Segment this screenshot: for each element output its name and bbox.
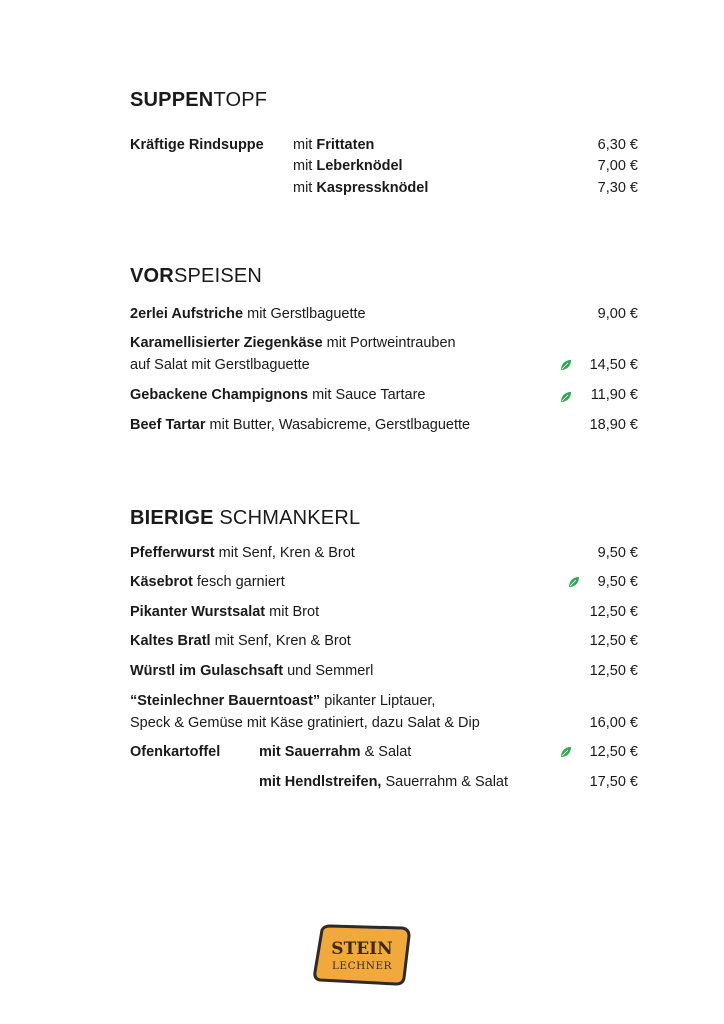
item-price: 11,90 € (590, 387, 638, 403)
item-description: fesch garniert (192, 574, 285, 590)
variant-prefix: mit (293, 180, 317, 196)
menu-item-champignons (130, 385, 638, 405)
item-price: 18,90 € (589, 417, 638, 433)
section-title-bold: VOR (130, 265, 174, 287)
menu-item-aufstriche (130, 304, 638, 324)
menu-item-beef-tartar (130, 415, 638, 435)
item-price: 17,50 € (589, 774, 638, 790)
item-name: Pikanter Wurstsalat (130, 604, 266, 620)
item-name: 2erlei Aufstriche (130, 306, 244, 322)
item-price: 12,50 € (589, 604, 638, 620)
logo-text-line2: LECHNER (331, 960, 393, 972)
item-price: 12,50 € (589, 744, 638, 760)
variant-name: Kaspressknödel (316, 180, 429, 196)
variant-name: mit Sauerrahm (259, 744, 361, 760)
section-title-bold: SUPPEN (130, 89, 214, 111)
menu-item-ofenkartoffel-hendlstreifen (130, 772, 638, 792)
item-price: 12,50 € (589, 633, 638, 649)
leaf-icon (560, 746, 572, 758)
leaf-icon (568, 576, 580, 588)
menu-item-rindsuppe-leberknoedel (130, 156, 638, 176)
item-price: 7,30 € (597, 180, 638, 196)
item-price: 9,50 € (597, 545, 638, 561)
item-price: 9,50 € (597, 574, 638, 590)
menu-item-rindsuppe-kaspressknoedel (130, 178, 638, 198)
menu-item-wuerstl-gulaschsaft (130, 661, 638, 681)
section-title-rest: SCHMANKERL (213, 507, 361, 529)
item-description: mit Brot (265, 604, 320, 620)
item-name: Karamellisierter Ziegenkäse (130, 335, 323, 351)
menu-item-pfefferwurst (130, 543, 638, 563)
item-name: Würstl im Gulaschsaft (130, 663, 284, 679)
menu-item-bauerntoast-line2 (130, 713, 638, 733)
item-description: pikanter Liptauer, (320, 693, 436, 709)
menu-item-ziegenkaese (130, 333, 638, 353)
variant-description: Sauerrahm & Salat (381, 774, 509, 790)
variant-prefix: mit (293, 158, 317, 174)
item-name: Beef Tartar (130, 417, 206, 433)
logo-text-line1: STEIN (331, 939, 393, 959)
menu-item-wurstsalat (130, 602, 638, 622)
item-description: Speck & Gemüse mit Käse gratiniert, dazu Salat & Dip (130, 715, 480, 731)
section-title-bierige-schmankerl (130, 507, 360, 530)
item-description: mit Butter, Wasabicreme, Gerstlbaguette (205, 417, 471, 433)
item-name: Käsebrot (130, 574, 193, 590)
item-name: Kaltes Bratl (130, 633, 211, 649)
item-name: Pfefferwurst (130, 545, 215, 561)
menu-item-kaesebrot (130, 572, 638, 592)
item-name: Kräftige Rindsuppe (130, 137, 264, 153)
item-description: und Semmerl (283, 663, 374, 679)
item-description: mit Gerstlbaguette (243, 306, 366, 322)
item-description: mit Senf, Kren & Brot (214, 545, 355, 561)
item-description: mit Senf, Kren & Brot (210, 633, 351, 649)
item-price: 7,00 € (597, 158, 638, 174)
item-price: 12,50 € (589, 663, 638, 679)
item-description: mit Portweintrauben (322, 335, 456, 351)
menu-item-kaltes-bratl (130, 631, 638, 651)
variant-name: Frittaten (316, 137, 375, 153)
steinlechner-logo (312, 924, 412, 986)
item-price: 6,30 € (597, 137, 638, 153)
section-title-vorspeisen (130, 265, 262, 288)
variant-prefix: mit (293, 137, 317, 153)
item-name: Ofenkartoffel (130, 744, 221, 760)
item-description: mit Sauce Tartare (308, 387, 426, 403)
item-name: “Steinlechner Bauerntoast” (130, 693, 321, 709)
leaf-icon (560, 391, 572, 403)
section-title-rest: TOPF (213, 89, 268, 111)
menu-item-ofenkartoffel-sauerrahm (130, 742, 638, 762)
item-description: auf Salat mit Gerstlbaguette (130, 357, 310, 373)
section-title-bold: BIERIGE (130, 507, 214, 529)
variant-name: mit Hendlstreifen, (259, 774, 382, 790)
item-name: Gebackene Champignons (130, 387, 309, 403)
section-title-rest: SPEISEN (173, 265, 263, 287)
section-title-suppentopf (130, 89, 267, 112)
item-price: 16,00 € (589, 715, 638, 731)
menu-item-ziegenkaese-line2 (130, 355, 638, 375)
item-price: 9,00 € (597, 306, 638, 322)
menu-item-bauerntoast (130, 691, 638, 711)
item-price: 14,50 € (589, 357, 638, 373)
variant-name: Leberknödel (316, 158, 403, 174)
leaf-icon (560, 359, 572, 371)
menu-item-rindsuppe-frittaten (130, 135, 638, 155)
variant-description: & Salat (360, 744, 412, 760)
